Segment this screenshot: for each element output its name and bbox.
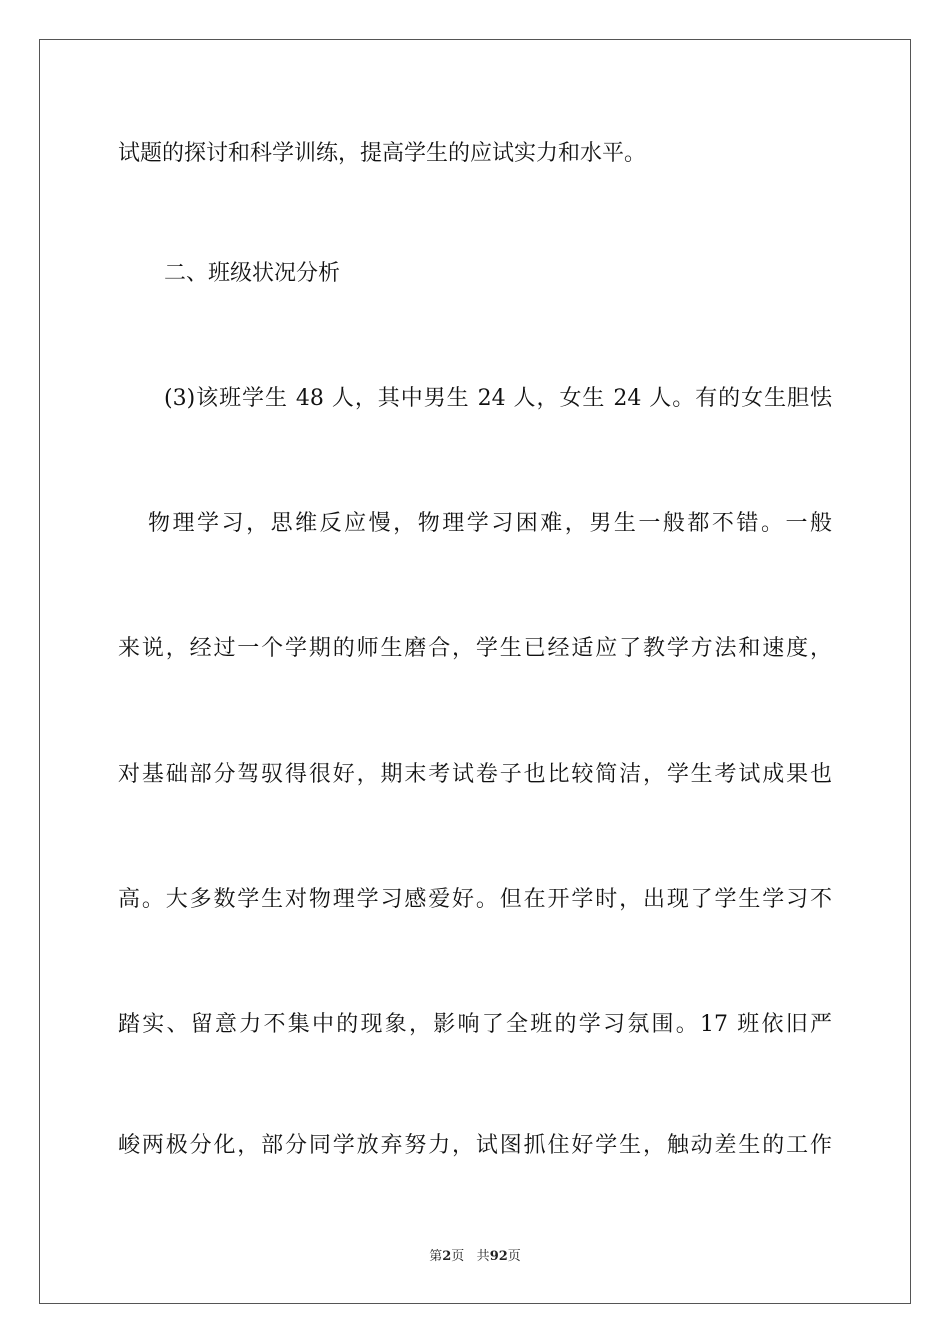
section-heading: 二、班级状况分析 xyxy=(164,261,341,286)
paragraph-line-1: 试题的探讨和科学训练，提高学生的应试实力和水平。 xyxy=(118,141,647,166)
current-page-number: 2 xyxy=(442,1249,452,1264)
paragraph-line-4: 物理学习，思维反应慢，物理学习困难，男生一般都不错。一般 xyxy=(148,511,832,536)
page-number-footer xyxy=(0,1248,950,1266)
paragraph-line-7: 高。大多数学生对物理学习感爱好。但在开学时，出现了学生学习不 xyxy=(118,887,832,912)
total-page-count: 92 xyxy=(489,1249,508,1264)
total-prefix: 共 xyxy=(476,1249,490,1264)
page-border xyxy=(39,39,911,1304)
paragraph-line-6: 对基础部分驾驭得很好，期末考试卷子也比较简洁，学生考试成果也 xyxy=(118,762,832,787)
paragraph-line-9: 峻两极分化，部分同学放弃努力，试图抓住好学生，触动差生的工作 xyxy=(118,1133,832,1158)
page-suffix: 页 xyxy=(451,1249,465,1264)
paragraph-line-8: 踏实、留意力不集中的现象，影响了全班的学习氛围。17 班依旧严 xyxy=(118,1012,832,1037)
paragraph-line-5: 来说，经过一个学期的师生磨合，学生已经适应了教学方法和速度， xyxy=(118,636,832,661)
total-suffix: 页 xyxy=(507,1249,521,1264)
paragraph-line-3: (3)该班学生 48 人，其中男生 24 人，女生 24 人。有的女生胆怯 xyxy=(164,386,832,411)
page-prefix: 第 xyxy=(429,1249,443,1264)
